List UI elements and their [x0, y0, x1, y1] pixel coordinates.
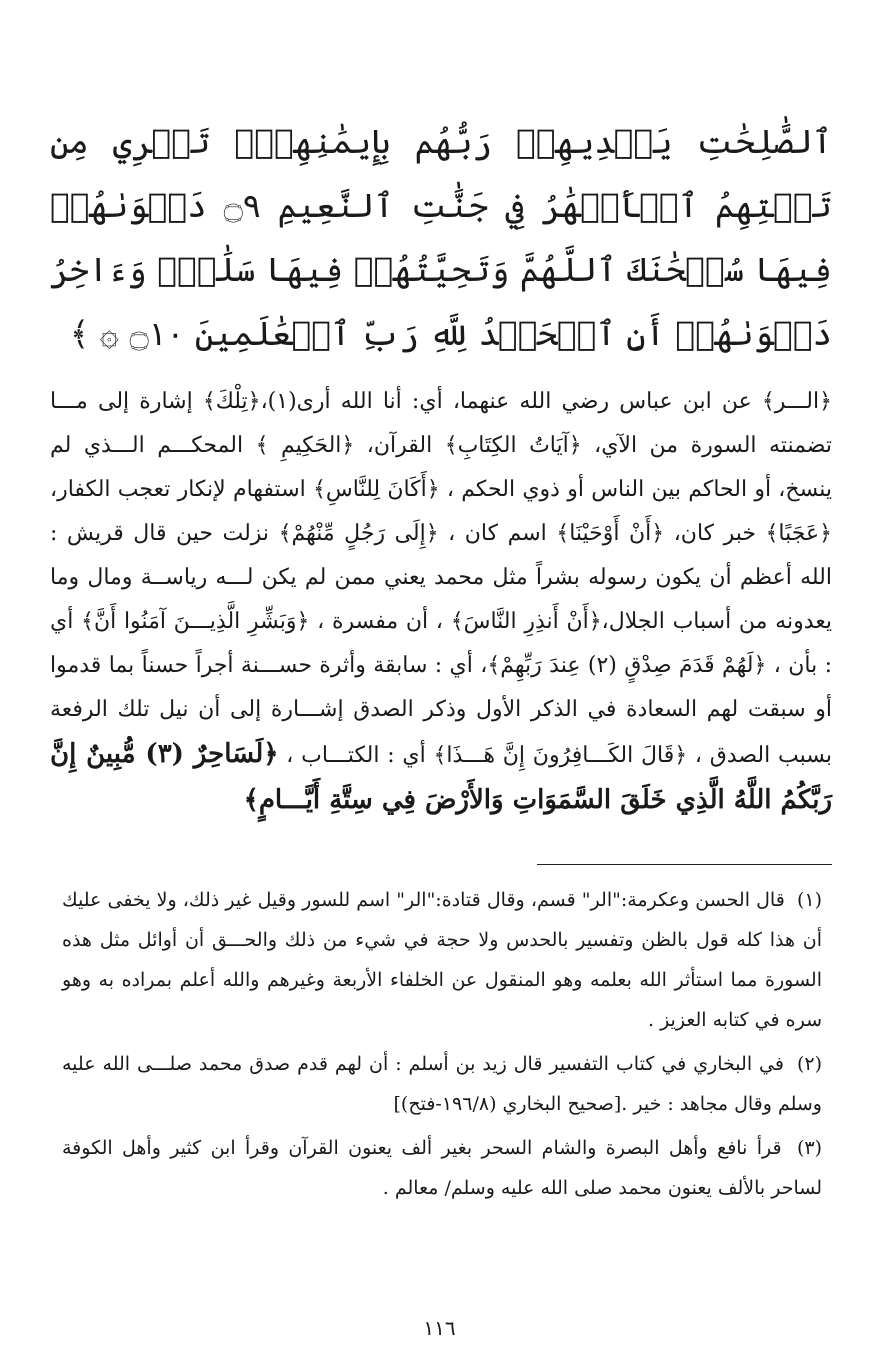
page-body	[50, 110, 832, 824]
tafsir-paragraph	[50, 380, 832, 824]
footnote-number: (٢)	[796, 1053, 823, 1075]
footnote-text: قرأ نافع وأهل البصرة والشام السحر بغير ألف يعنون القرآن وقرأ ابن كثير وأهل الكوفة لساحر بالألف يعنون محمد صلى الله عليه وسلم/ معالم .	[62, 1137, 822, 1199]
footnote-number: (٣)	[796, 1137, 823, 1159]
page-number: ١١٦	[423, 1316, 456, 1340]
footnote-text: قال الحسن وعكرمة:"الر" قسم، وقال قتادة:"الر" اسم للسور وقيل غير ذلك، ولا يخفى عليك أن هذا كله قول بالظن وتفسير بالحدس ولا حجة في شيء من ذلك والحـــق أن أوائل مثل هذه السورة مما استأثر الله بعلمه وهو المنقول عن الخلفاء الأربعة وغيرهم والله أعلم بمراده به وهو سره في كتابه العزيز .	[62, 889, 822, 1031]
footnote-separator	[537, 864, 832, 865]
footnote	[62, 1128, 822, 1208]
footnotes	[62, 880, 822, 1212]
footnote-text: في البخاري في كتاب التفسير قال زيد بن أسلم : أن لهم قدم صدق محمد صلـــى الله عليه وسلم وقال مجاهد : خير .[صحيح البخاري (١٩٦/٨-فتح)]	[62, 1053, 822, 1115]
footnote	[62, 880, 822, 1040]
quran-verses: ٱلصَّٰلِحَٰتِ يَهۡدِيهِمۡ رَبُّهُم بِإِيمَٰنِهِمۡۖ تَجۡرِي مِن تَحۡتِهِمُ ٱلۡأَنۡهَٰرُ فِي جَنَّٰتِ ٱلنَّعِيمِ ۝٩ دَعۡوَىٰهُمۡ فِيهَا سُبۡحَٰنَكَ ٱللَّهُمَّ وَتَحِيَّتُهُمۡ فِيهَا سَلَٰمٞۚ وَءَاخِرُ دَعۡوَىٰهُمۡ أَنِ ٱلۡحَمۡدُ لِلَّهِ رَبِّ ٱلۡعَٰلَمِينَ ۝١٠ ۞ ﴾	[50, 122, 833, 353]
tafsir-text: ﴿الـــر﴾ عن ابن عباس رضي الله عنهما، أي: أنا الله أرى(١)،﴿تِلْكَ﴾ إشارة إلى مـــا تضمنته السورة من الآي، ﴿آيَاتُ الكِتَابِ﴾ القرآن، ﴿الحَكِيمِ ﴾ المحكـــم الـــذي لم ينسخ، أو الحاكم بين الناس أو ذوي الحكم ، ﴿أَكَانَ لِلنَّاسِ﴾ استفهام لإنكار تعجب الكفار، ﴿عَجَبًا﴾ خبر كان، ﴿أَنْ أَوْحَيْنَا﴾ اسم كان ، ﴿إِلَى رَجُلٍ مِّنْهُمْ﴾ نزلت حين قال قريش : الله أعظم أن يكون رسوله بشراً مثل محمد يعني ممن لم يكن لـــه رياســة ومال وما يعدونه من أسباب الجلال،﴿أَنْ أَنذِرِ النَّاسَ﴾ ، أن مفسرة ، ﴿وَبَشِّرِ الَّذِيـــنَ آمَنُوا أَنَّ﴾ أي : بأن ، ﴿لَهُمْ قَدَمَ صِدْقٍ (٢) عِندَ رَبِّهِمْ﴾، أي : سابقة وأثرة حســـنة أجراً حسناً بما قدموا أو سبقت لهم السعادة في الذكر الأول وذكر الصدق إشـــارة إلى أن نيل تلك الرفعة بسبب الصدق ، ﴿قَالَ الكَـــافِرُونَ إِنَّ هَـــذَا﴾ أي : الكتـــاب ،	[50, 389, 832, 768]
footnote-number: (١)	[796, 889, 822, 911]
tafsir-last-line: ﴿لَسَاحِرٌ (٣) مُّبِينٌ إِنَّ رَبَّكُمُ اللَّهُ الَّذِي خَلَقَ السَّمَوَاتِ وَالأَرْضَ فِي سِتَّةِ أَيَّـــامٍ﴾	[50, 739, 832, 815]
footnote	[62, 1044, 822, 1124]
